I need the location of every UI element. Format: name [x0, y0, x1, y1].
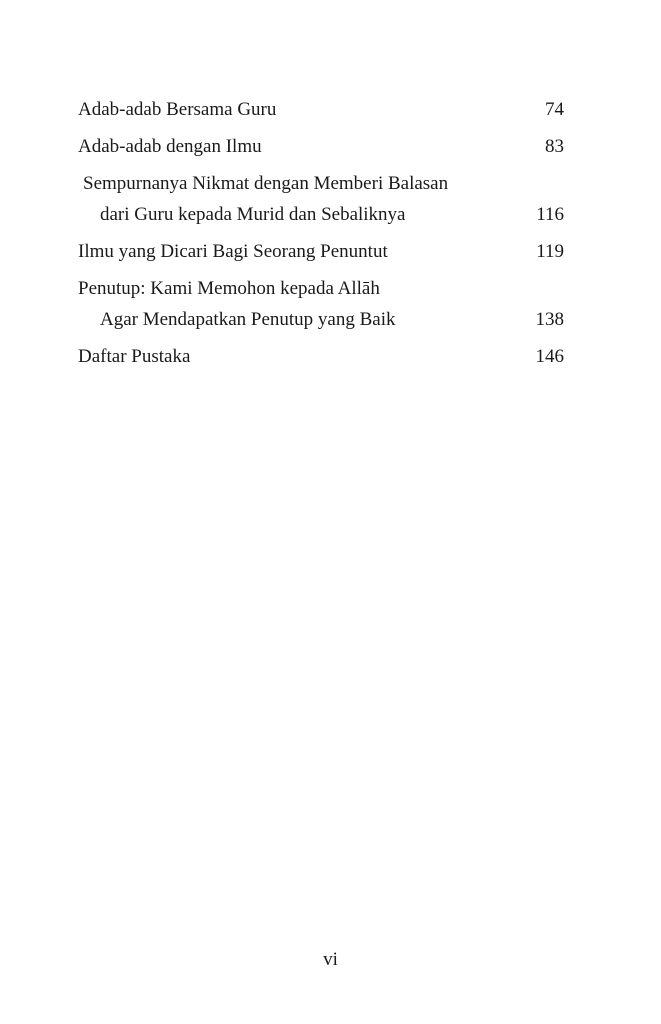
toc-entry-title: Adab-adab Bersama Guru	[78, 99, 277, 120]
toc-entry-title: Adab-adab dengan Ilmu	[78, 136, 262, 157]
toc-entry[interactable]	[78, 94, 564, 125]
toc-page-number: 138	[535, 309, 564, 330]
toc-entry[interactable]	[78, 341, 564, 372]
toc-page-number: 119	[536, 241, 564, 262]
toc-page-number: 116	[536, 204, 564, 225]
toc-entry[interactable]	[78, 168, 564, 230]
toc-entry-title: Penutup: Kami Memohon kepada Allāh	[78, 278, 380, 299]
toc-entry-title: Ilmu yang Dicari Bagi Seorang Penuntut	[78, 241, 388, 262]
toc-page-number: 74	[545, 99, 564, 120]
toc-entry-title-continuation: dari Guru kepada Murid dan Sebaliknya	[100, 204, 406, 225]
toc-entry-title: Sempurnanya Nikmat dengan Memberi Balasan	[83, 173, 449, 194]
toc-entry[interactable]	[78, 131, 564, 162]
toc-entry-title: Daftar Pustaka	[78, 346, 191, 367]
toc-page-number: 83	[545, 136, 564, 157]
toc-entry-title-continuation: Agar Mendapatkan Penutup yang Baik	[100, 309, 396, 330]
page-folio: vi	[323, 949, 338, 970]
toc-entry[interactable]	[78, 273, 564, 335]
toc-entry[interactable]	[78, 236, 564, 267]
table-of-contents	[78, 94, 564, 372]
toc-page-number: 146	[535, 346, 564, 367]
